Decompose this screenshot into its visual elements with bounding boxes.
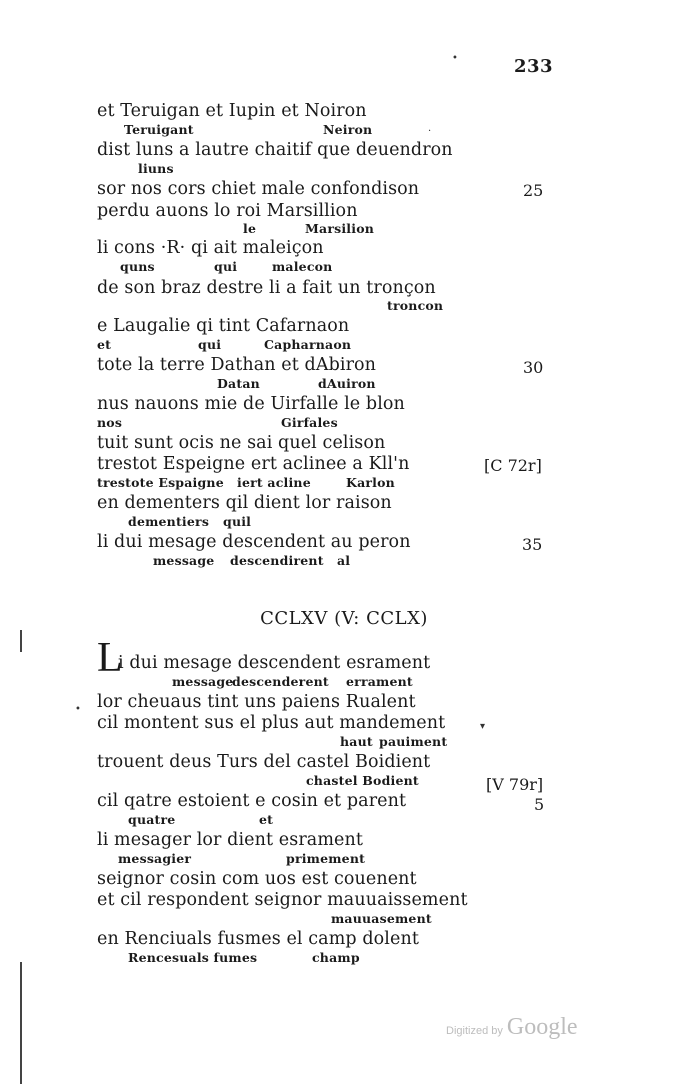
variant-reading: al xyxy=(337,553,351,568)
variant-reading: quns xyxy=(120,259,155,274)
variant-reading: message xyxy=(153,553,215,568)
variant-reading: primement xyxy=(286,851,366,866)
variant-reading: chastel Bodient xyxy=(306,773,419,788)
variant-reading: Capharnaon xyxy=(264,337,352,352)
variant-reading: et xyxy=(97,337,112,352)
variant-reading: malecon xyxy=(272,259,333,274)
verse-line: seignor cosin com uos est couenent xyxy=(97,869,417,889)
variant-reading: messagier xyxy=(118,851,192,866)
scan-artifact-bar xyxy=(20,962,22,1084)
line-number: 35 xyxy=(522,535,543,554)
variant-reading: champ xyxy=(312,950,360,965)
line-number: 5 xyxy=(534,795,545,814)
verse-line: li mesager lor dient esrament xyxy=(97,830,363,850)
verse-line: perdu auons lo roi Marsillion xyxy=(97,201,358,221)
variant-reading: iert acline xyxy=(237,475,311,490)
variant-reading: quil xyxy=(223,514,252,529)
variant-reading: haut xyxy=(340,734,373,749)
drop-cap: L xyxy=(97,635,123,681)
verse-line: lor cheuaus tint uns paiens Rualent xyxy=(97,692,416,712)
verse-line: trouent deus Turs del castel Boidient xyxy=(97,752,431,772)
verse-line: trestot Espeigne ert aclinee a Kll'n xyxy=(97,454,410,474)
page-number: 233 xyxy=(514,56,554,77)
verse-line: et cil respondent seignor mauuaissement xyxy=(97,890,468,910)
digitized-by-google-watermark xyxy=(446,1014,578,1041)
variant-reading: Teruigant xyxy=(124,122,194,137)
verse-line: cil qatre estoient e cosin et parent xyxy=(97,791,407,811)
variant-reading: Karlon xyxy=(346,475,395,490)
variant-reading: Datan xyxy=(217,376,260,391)
manuscript-folio-marker: [V 79r] xyxy=(486,775,544,794)
verse-line: nus nauons mie de Uirfalle le blon xyxy=(97,394,405,414)
digitized-by-label: Digitized by xyxy=(446,1025,503,1037)
verse-line: tote la terre Dathan et dAbiron xyxy=(97,355,377,375)
scan-speck: ▾ xyxy=(480,721,486,732)
line-number: 30 xyxy=(523,358,544,377)
scan-speck: · xyxy=(428,126,432,137)
variant-reading: qui xyxy=(214,259,238,274)
scan-artifact-bar xyxy=(20,630,22,652)
variant-reading: message xyxy=(172,674,234,689)
variant-reading: nos xyxy=(97,415,123,430)
variant-reading: mauuasement xyxy=(331,911,432,926)
variant-reading: troncon xyxy=(387,298,444,313)
variant-reading: descenderent xyxy=(232,674,329,689)
line-number: 25 xyxy=(523,181,544,200)
variant-reading: Rencesuals fumes xyxy=(128,950,258,965)
variant-reading: quatre xyxy=(128,812,176,827)
verse-line: sor nos cors chiet male confondison xyxy=(97,179,420,199)
variant-reading: Girfales xyxy=(281,415,338,430)
variant-reading: dAuiron xyxy=(318,376,376,391)
verse-line: li cons ·R· qi ait maleiçon xyxy=(97,238,324,258)
verse-line: en dementers qil dient lor raison xyxy=(97,493,392,513)
google-logo: Google xyxy=(506,1014,578,1040)
variant-reading: le xyxy=(243,221,257,236)
verse-line: en Renciuals fusmes el camp dolent xyxy=(97,929,419,949)
verse-line: cil montent sus el plus aut mandement xyxy=(97,713,446,733)
verse-line: de son braz destre li a fait un tronçon xyxy=(97,278,436,298)
variant-reading: descendirent xyxy=(230,553,324,568)
scan-speck: • xyxy=(75,704,81,715)
variant-reading: trestote Espaigne xyxy=(97,475,224,490)
verse-line: li dui mesage descendent au peron xyxy=(97,532,411,552)
verse-line: e Laugalie qi tint Cafarnaon xyxy=(97,316,350,336)
verse-line: i dui mesage descendent esrament xyxy=(118,653,431,673)
variant-reading: pauiment xyxy=(379,734,448,749)
verse-line: tuit sunt ocis ne sai quel celison xyxy=(97,433,386,453)
variant-reading: et xyxy=(259,812,274,827)
verse-line: dist luns a lautre chaitif que deuendron xyxy=(97,140,453,160)
variant-reading: qui xyxy=(198,337,222,352)
variant-reading: Neiron xyxy=(323,122,373,137)
verse-line: et Teruigan et Iupin et Noiron xyxy=(97,101,367,121)
variant-reading: errament xyxy=(346,674,413,689)
variant-reading: Marsilion xyxy=(305,221,375,236)
variant-reading: dementiers xyxy=(128,514,210,529)
section-title: CCLXV (V: CCLX) xyxy=(260,608,428,629)
scan-speck: • xyxy=(452,53,458,64)
manuscript-folio-marker: [C 72r] xyxy=(484,456,542,475)
variant-reading: liuns xyxy=(138,161,174,176)
